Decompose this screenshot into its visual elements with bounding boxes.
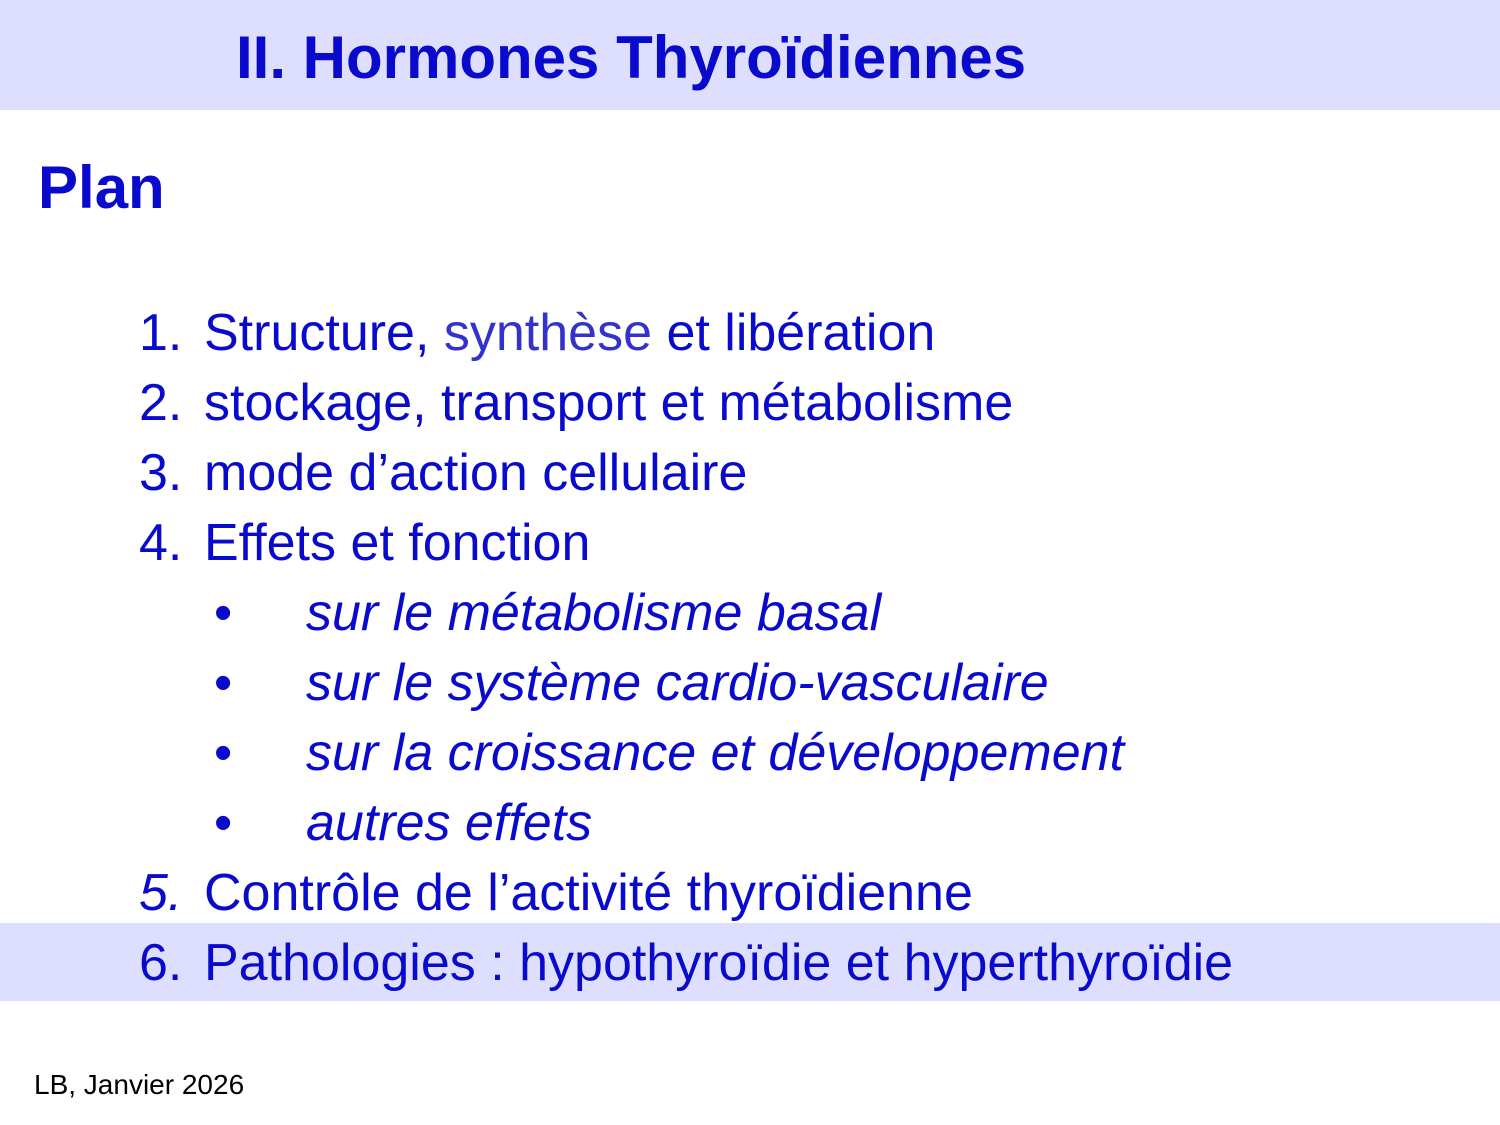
item-text bbox=[204, 302, 935, 364]
item-text: mode d’action cellulaire bbox=[204, 444, 748, 502]
bullet-icon: • bbox=[214, 794, 233, 852]
section-heading: Plan bbox=[38, 154, 165, 221]
item-text: Effets et fonction bbox=[204, 514, 591, 572]
slide-title: II. Hormones Thyroïdiennes bbox=[236, 24, 1027, 91]
sub-item-text: sur le métabolisme basal bbox=[306, 584, 882, 642]
bullet-icon: • bbox=[214, 724, 233, 782]
item-text: Contrôle de l’activité thyroïdienne bbox=[204, 864, 973, 922]
item-text-part: et libération bbox=[652, 304, 936, 362]
item-number: 3. bbox=[139, 444, 183, 502]
item-text: Pathologies : hypothyroïdie et hyperthyroïdie bbox=[204, 934, 1234, 992]
item-text-part: Structure, bbox=[204, 304, 444, 362]
item-text: stockage, transport et métabolisme bbox=[204, 374, 1014, 432]
item-number: 2. bbox=[139, 374, 183, 432]
sub-item-text: autres effets bbox=[306, 794, 593, 852]
bullet-icon: • bbox=[214, 654, 233, 712]
footer-credit: LB, Janvier 2026 bbox=[34, 1069, 245, 1100]
item-number: 6. bbox=[139, 934, 183, 992]
sub-item-text: sur la croissance et développement bbox=[306, 724, 1125, 782]
item-number: 5. bbox=[139, 864, 183, 922]
item-number: 1. bbox=[139, 304, 183, 362]
sub-item-text: sur le système cardio-vasculaire bbox=[306, 654, 1049, 712]
item-number: 4. bbox=[139, 514, 183, 572]
bullet-icon: • bbox=[214, 584, 233, 642]
item-text-accent: synthèse bbox=[443, 304, 653, 362]
